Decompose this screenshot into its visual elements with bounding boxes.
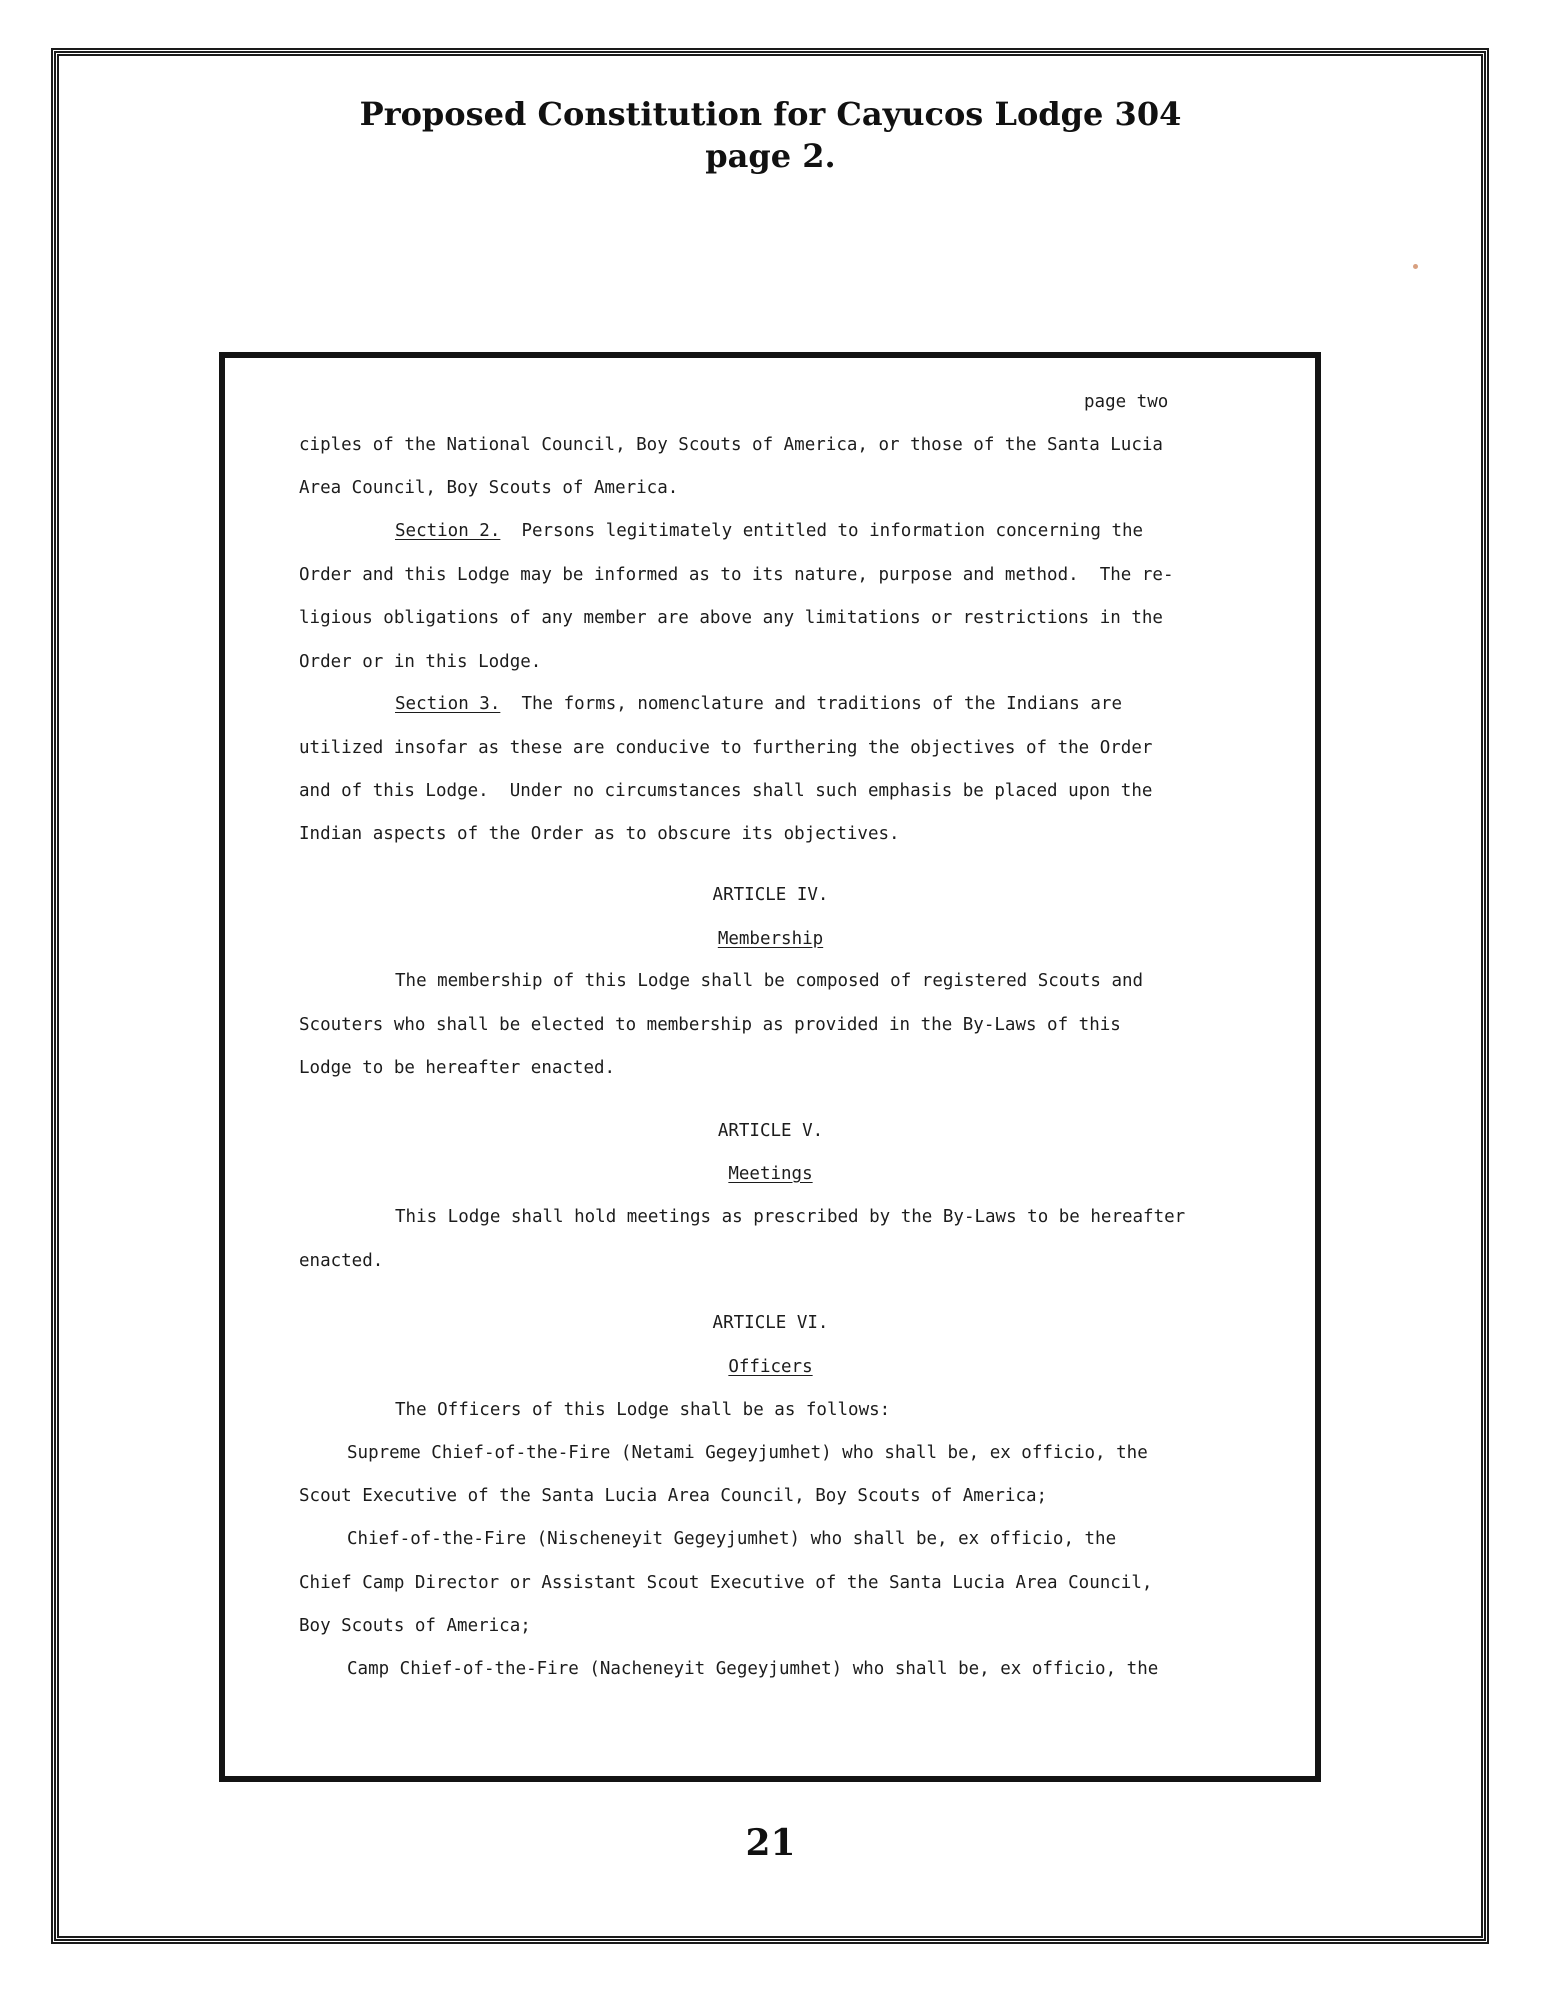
officers-heading: Officers xyxy=(728,1357,813,1377)
section-3-label: Section 3. xyxy=(395,694,501,714)
doc-line xyxy=(395,520,1143,542)
doc-line: and of this Lodge. Under no circumstances shall such emphasis be placed upon the xyxy=(299,781,1153,801)
membership-heading: Membership xyxy=(717,929,824,949)
doc-line: ciples of the National Council, Boy Scouts of America, or those of the Santa Lucia xyxy=(299,435,1163,455)
doc-line: Chief-of-the-Fire (Nischeneyit Gegeyjumhet) who shall be, ex officio, the xyxy=(347,1529,1117,1549)
doc-line-text: The forms, nomenclature and traditions of the Indians are xyxy=(521,694,1122,714)
doc-line: Order or in this Lodge. xyxy=(299,652,542,672)
doc-line: Lodge to be hereafter enacted. xyxy=(299,1058,616,1078)
doc-line: This Lodge shall hold meetings as prescribed by the By-Laws to be hereafter xyxy=(395,1207,1186,1227)
doc-line: ligious obligations of any member are above any limitations or restrictions in the xyxy=(299,608,1163,628)
doc-line-text: Persons legitimately entitled to information concerning the xyxy=(521,521,1144,541)
doc-line: Chief Camp Director or Assistant Scout Executive of the Santa Lucia Area Council, xyxy=(299,1573,1153,1593)
doc-line: The Officers of this Lodge shall be as follows: xyxy=(395,1400,891,1420)
page-number: 21 xyxy=(745,1822,796,1864)
doc-line: Scout Executive of the Santa Lucia Area Council, Boy Scouts of America; xyxy=(299,1486,1048,1506)
running-head: page two xyxy=(1084,392,1169,412)
paper-speck xyxy=(1413,264,1418,269)
doc-line: The membership of this Lodge shall be composed of registered Scouts and xyxy=(395,971,1144,991)
page-title: Proposed Constitution for Cayucos Lodge 304 xyxy=(359,95,1182,133)
doc-line xyxy=(395,693,1122,715)
article-5-heading: ARTICLE V. xyxy=(717,1121,824,1141)
article-4-heading: ARTICLE IV. xyxy=(712,885,829,905)
page-subtitle: page 2. xyxy=(705,137,836,175)
doc-line: enacted. xyxy=(299,1251,384,1271)
doc-line: Scouters who shall be elected to membership as provided in the By-Laws of this xyxy=(299,1015,1121,1035)
doc-line: Indian aspects of the Order as to obscure its objectives. xyxy=(299,824,900,844)
doc-line: utilized insofar as these are conducive to furthering the objectives of the Order xyxy=(299,738,1153,758)
section-2-label: Section 2. xyxy=(395,521,501,541)
article-4-subheading xyxy=(0,928,1541,950)
doc-line: Area Council, Boy Scouts of America. xyxy=(299,478,679,498)
meetings-heading: Meetings xyxy=(728,1164,813,1184)
doc-line: Order and this Lodge may be informed as to its nature, purpose and method. The re- xyxy=(299,565,1174,585)
article-5-subheading xyxy=(0,1163,1541,1185)
doc-line: Boy Scouts of America; xyxy=(299,1616,531,1636)
doc-line: Supreme Chief-of-the-Fire (Netami Gegeyjumhet) who shall be, ex officio, the xyxy=(347,1443,1148,1463)
article-6-heading: ARTICLE VI. xyxy=(712,1313,829,1333)
doc-line: Camp Chief-of-the-Fire (Nacheneyit Gegeyjumhet) who shall be, ex officio, the xyxy=(347,1659,1159,1679)
article-6-subheading xyxy=(0,1356,1541,1378)
